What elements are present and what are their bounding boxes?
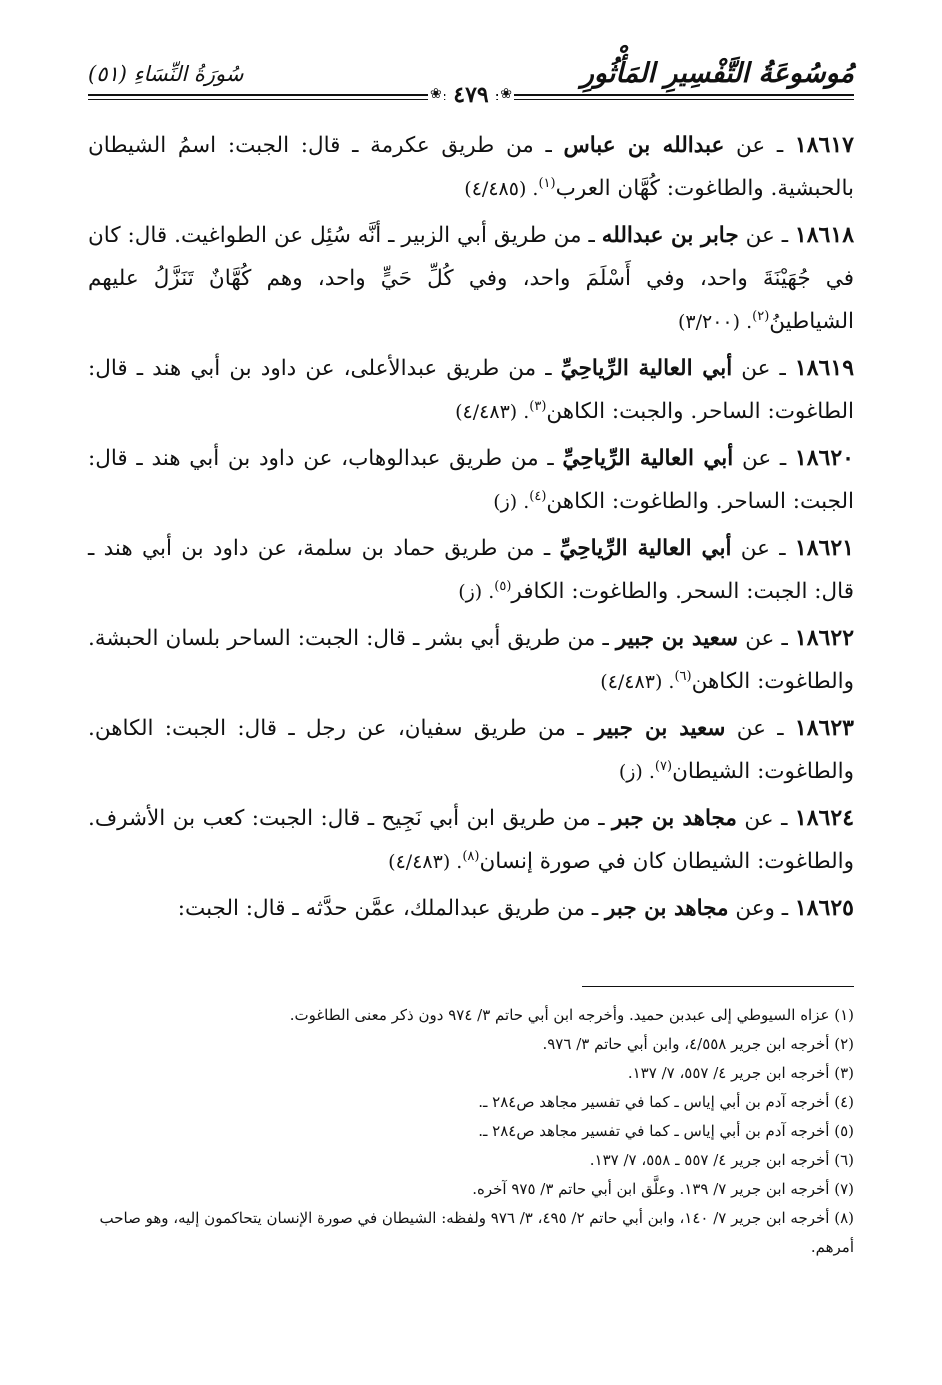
- footnote-item: (٢) أخرجه ابن جرير ٤/٥٥٨، وابن أبي حاتم ٣/ ٩٧٦.: [542, 1035, 854, 1053]
- footnote-item: (٨) أخرجه ابن جرير ٧/ ١٤٠، وابن أبي حاتم ٢/ ٤٩٥، ٣/ ٩٧٦ ولفظه: الشيطان في صورة الإنسان يتحاكمون إليه، وهو صاحب أمرهم.: [99, 1209, 854, 1256]
- entry-prefix: ـ عن: [736, 806, 795, 831]
- entry-reference: . (٤/٤٨٥): [464, 178, 539, 200]
- entry-number: ١٨٦٢٤: [794, 805, 855, 831]
- footnote-marker[interactable]: (٤): [529, 488, 547, 504]
- footnote-marker[interactable]: (٨): [462, 848, 480, 864]
- footnote-marker[interactable]: (٦): [674, 668, 692, 684]
- footnote-item: (٥) أخرجه آدم بن أبي إياس ـ كما في تفسير مجاهد ص٢٨٤ ـ.: [478, 1122, 854, 1140]
- entry-reference: . (ز): [493, 491, 530, 513]
- entry-text: ـ من طريق عبدالوهاب، عن داود بن أبي هند ـ قال: الجبت: الساحر. والطاغوت: الكاهن: [88, 446, 854, 514]
- entry-text: ـ من طريق أبي الزبير ـ أنَّه سُئِل عن الطواغيت. قال: كان في جُهَيْنَةَ واحد، وفي أَسْلَمَ واحد، وفي كُلِّ حَيٍّ واحد، وهم كُهَّانٌ تَنَزَّلُ عليهم الشياطينُ: [88, 223, 854, 334]
- footnote-item: (١) عزاه السيوطي إلى عبدبن حميد. وأخرجه ابن أبي حاتم ٣/ ٩٧٤ دون ذكر معنى الطاغوت.: [289, 1006, 854, 1024]
- hadith-entry: [88, 707, 854, 794]
- entry-reference: . (٤/٤٨٣): [388, 851, 463, 873]
- footnote-separator: [582, 986, 854, 987]
- narrator-name: أبي العالية الرِّياحِيِّ: [559, 536, 732, 561]
- footnote-marker[interactable]: (٥): [494, 578, 512, 594]
- entry-number: ١٨٦٢٢: [794, 625, 855, 651]
- entry-number: ١٨٦٢٣: [794, 715, 854, 741]
- narrator-name: أبي العالية الرِّياحِيِّ: [562, 446, 734, 471]
- narrator-name: سعيد بن جبير: [594, 716, 726, 741]
- entry-number: ١٨٦١٧: [794, 132, 854, 158]
- hadith-entry: [88, 437, 854, 524]
- hadith-entry: [88, 617, 854, 704]
- footnote-marker[interactable]: (٣): [529, 398, 547, 414]
- narrator-name: جابر بن عبدالله: [601, 223, 739, 248]
- narrator-name: مجاهد بن جبر: [612, 806, 737, 831]
- book-title: مُوسُوعَةُ التَّفْسِيرِ المَأْثُورِ: [580, 58, 854, 89]
- page-header: [88, 52, 854, 108]
- entries-body: [88, 124, 854, 934]
- hadith-entry: [88, 887, 854, 931]
- footnote-marker[interactable]: (١): [538, 175, 556, 191]
- entry-text: ـ من طريق أبي بشر ـ قال: الجبت: الساحر بلسان الحبشة. والطاغوت: الكاهن: [88, 626, 854, 694]
- entry-number: ١٨٦٢٠: [794, 445, 854, 471]
- entry-number: ١٨٦١٩: [794, 355, 855, 381]
- entry-prefix: ـ عن: [724, 133, 795, 158]
- entry-text: ـ من طريق ابن أبي نَجِيح ـ قال: الجبت: كعب بن الأشرف. والطاغوت: الشيطان كان في صورة إنسان: [88, 806, 854, 874]
- footnote-marker[interactable]: (٧): [654, 758, 673, 774]
- surah-label: سُورَةُ النِّسَاءِ (٥١): [88, 62, 244, 86]
- entry-prefix: ـ عن: [738, 626, 795, 651]
- footnote-item: (٣) أخرجه ابن جرير ٤/ ٥٥٧، ٧/ ١٣٧.: [627, 1064, 854, 1082]
- narrator-name: مجاهد بن جبر: [604, 896, 729, 921]
- entry-prefix: ـ وعن: [728, 896, 795, 921]
- ornament-icon: ❀: [430, 86, 442, 102]
- entry-reference: . (٤/٤٨٣): [600, 671, 675, 693]
- narrator-name: أبي العالية الرِّياحِيِّ: [560, 356, 733, 381]
- entry-text: ـ من طريق عبدالملك، عمَّن حدَّثه ـ قال: الجبت:: [177, 896, 605, 921]
- narrator-name: عبدالله بن عباس: [563, 133, 725, 158]
- footnote-marker[interactable]: (٢): [752, 308, 770, 324]
- entry-text: ـ من طريق عكرمة ـ قال: الجبت: اسمُ الشيطان بالحبشية. والطاغوت: كُهَّان العرب: [88, 133, 854, 201]
- entry-number: ١٨٦٢٥: [794, 895, 854, 921]
- entry-prefix: ـ عن: [738, 223, 795, 248]
- footnote-item: (٦) أخرجه ابن جرير ٤/ ٥٥٧ ـ ٥٥٨، ٧/ ١٣٧.: [589, 1151, 854, 1169]
- entry-text: ـ من طريق حماد بن سلمة، عن داود بن أبي هند ـ قال: الجبت: السحر. والطاغوت: الكافر: [88, 536, 854, 604]
- entry-reference: . (٣/٢٠٠): [677, 311, 753, 333]
- hadith-entry: [88, 527, 854, 614]
- entry-prefix: ـ عن: [732, 356, 795, 381]
- footnote-item: (٧) أخرجه ابن جرير ٧/ ١٣٩. وعلَّق ابن أبي حاتم ٣/ ٩٧٥ آخره.: [472, 1180, 854, 1198]
- hadith-entry: [88, 214, 854, 344]
- footnotes: [88, 1001, 854, 1262]
- entry-number: ١٨٦٢١: [794, 535, 854, 561]
- entry-prefix: ـ عن: [725, 716, 795, 741]
- entry-text: ـ من طريق عبدالأعلى، عن داود بن أبي هند ـ قال: الطاغوت: الساحر. والجبت: الكاهن: [88, 356, 854, 424]
- ornament-icon: ❀: [500, 86, 512, 102]
- hadith-entry: [88, 347, 854, 434]
- entry-reference: . (ز): [618, 761, 655, 783]
- hadith-entry: [88, 797, 854, 884]
- narrator-name: سعيد بن جبير: [615, 626, 739, 651]
- footnote-item: (٤) أخرجه آدم بن أبي إياس ـ كما في تفسير مجاهد ص٢٨٤ ـ.: [478, 1093, 854, 1111]
- entry-number: ١٨٦١٨: [794, 222, 855, 248]
- entry-reference: . (٤/٤٨٣): [455, 401, 530, 423]
- entry-text: ـ من طريق سفيان، عن رجل ـ قال: الجبت: الكاهن. والطاغوت: الشيطان: [88, 716, 854, 784]
- page-number: ٤٧٩: [445, 82, 496, 108]
- hadith-entry: [88, 124, 854, 211]
- entry-reference: . (ز): [458, 581, 495, 603]
- entry-prefix: ـ عن: [733, 446, 795, 471]
- entry-prefix: ـ عن: [731, 536, 795, 561]
